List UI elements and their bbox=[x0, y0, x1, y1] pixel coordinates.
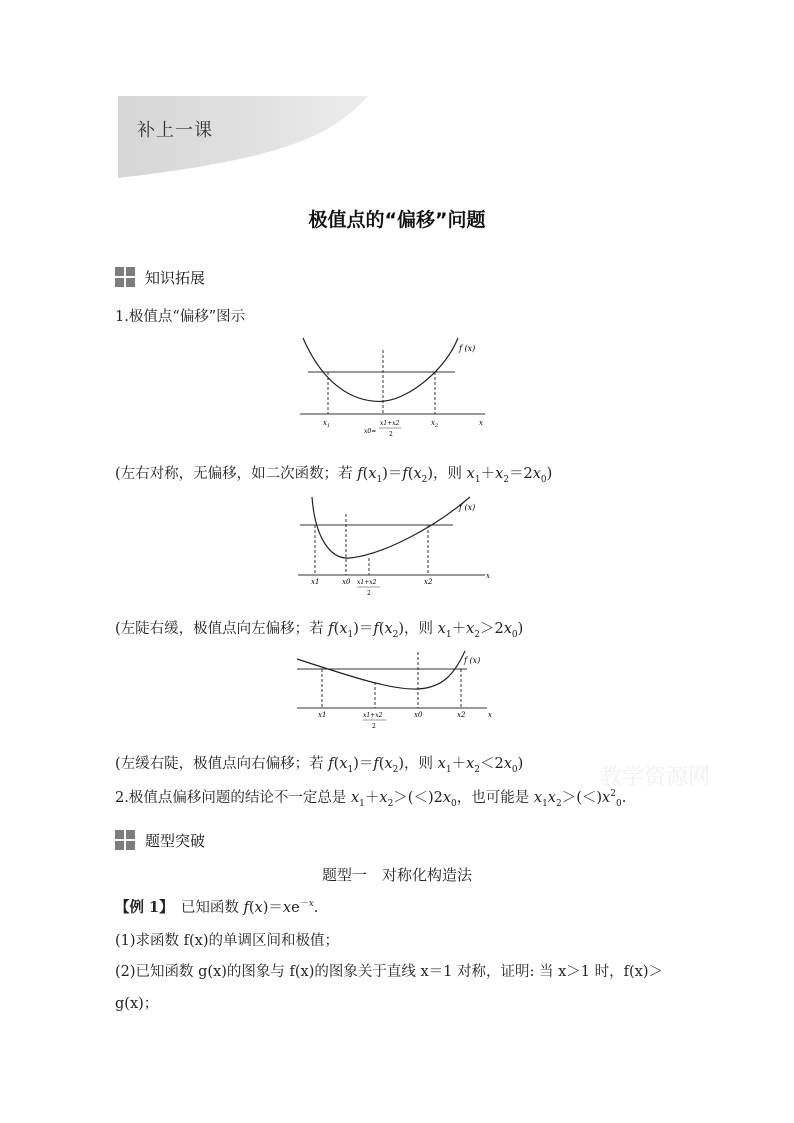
curve-label: f (x) bbox=[459, 503, 476, 512]
mid-numerator: x1+x2 bbox=[363, 712, 383, 719]
x-axis-label: x bbox=[486, 572, 490, 580]
mid-numerator: x1+x2 bbox=[380, 420, 400, 427]
caption-3: (左缓右陡，极值点向右偏移；若 $f(x_1)=f(x_2)$，则 $x_1+x_2<2x_0$) bbox=[115, 756, 524, 775]
mid-denominator: 2 bbox=[389, 431, 393, 438]
x2-label: $x_2$ bbox=[431, 419, 439, 429]
curve-label: f (x) bbox=[459, 344, 476, 353]
caption-1: (左右对称，无偏移，如二次函数；若 $f(x_1)=f(x_2)$，则 $x_1+x_2=2x_0$) bbox=[115, 466, 553, 485]
question-1: (1)求函数 f(x)的单调区间和极值； bbox=[115, 933, 340, 949]
page-title: 极值点的“偏移”问题 bbox=[308, 209, 486, 231]
caption-2: (左陡右缓，极值点向左偏移；若 $f(x_1)=f(x_2)$，则 $x_1+x_2>2x_0$) bbox=[115, 621, 524, 640]
figure-symmetric bbox=[295, 335, 495, 445]
grid-squares-icon bbox=[115, 830, 135, 850]
banner-label: 补上一课 bbox=[137, 120, 213, 141]
x1-label: x1 bbox=[318, 711, 327, 719]
x-axis-label: x bbox=[479, 419, 483, 427]
type-heading: 题型一 对称化构造法 bbox=[321, 866, 472, 884]
section-label: 题型突破 bbox=[145, 831, 206, 850]
mid-denominator: 2 bbox=[372, 723, 376, 730]
figure-right-steep bbox=[292, 645, 497, 745]
section-heading-knowledge bbox=[115, 266, 205, 288]
x1-label: $x_1$ bbox=[323, 419, 331, 429]
x1-label: x1 bbox=[311, 578, 320, 586]
item-2: 2.极值点偏移问题的结论不一定总是 $x_1+x_2>(<)2x_0$，也可能是 $x_1x_2>(<)x^2_0$. bbox=[115, 789, 627, 809]
x-axis-label: x bbox=[488, 711, 492, 719]
watermark: 教学资源网 bbox=[600, 765, 711, 790]
x0-label: x0 bbox=[342, 578, 351, 586]
x0-eq-label: x0= bbox=[364, 428, 377, 435]
section-label: 知识拓展 bbox=[145, 268, 206, 287]
section-heading-types bbox=[115, 829, 205, 851]
mid-denominator: 2 bbox=[367, 590, 371, 597]
mid-numerator: x1+x2 bbox=[357, 579, 377, 586]
header-banner bbox=[0, 0, 794, 200]
curve-label: f (x) bbox=[464, 656, 481, 665]
x0-label: x0 bbox=[414, 711, 423, 719]
question-2-cont: g(x)； bbox=[115, 996, 159, 1012]
question-2: (2)已知函数 g(x)的图象与 f(x)的图象关于直线 x＝1 对称，证明: 当 x＞1 时，f(x)＞ bbox=[115, 964, 663, 980]
x2-label: x2 bbox=[424, 578, 433, 586]
x2-label: x2 bbox=[457, 711, 466, 719]
grid-squares-icon bbox=[115, 267, 135, 287]
example-1: 【例 1】 已知函数 $f(x)=xe^{-x}$. bbox=[115, 899, 319, 916]
item-1: 1.极值点“偏移”图示 bbox=[115, 309, 246, 325]
figure-left-steep bbox=[295, 492, 495, 602]
